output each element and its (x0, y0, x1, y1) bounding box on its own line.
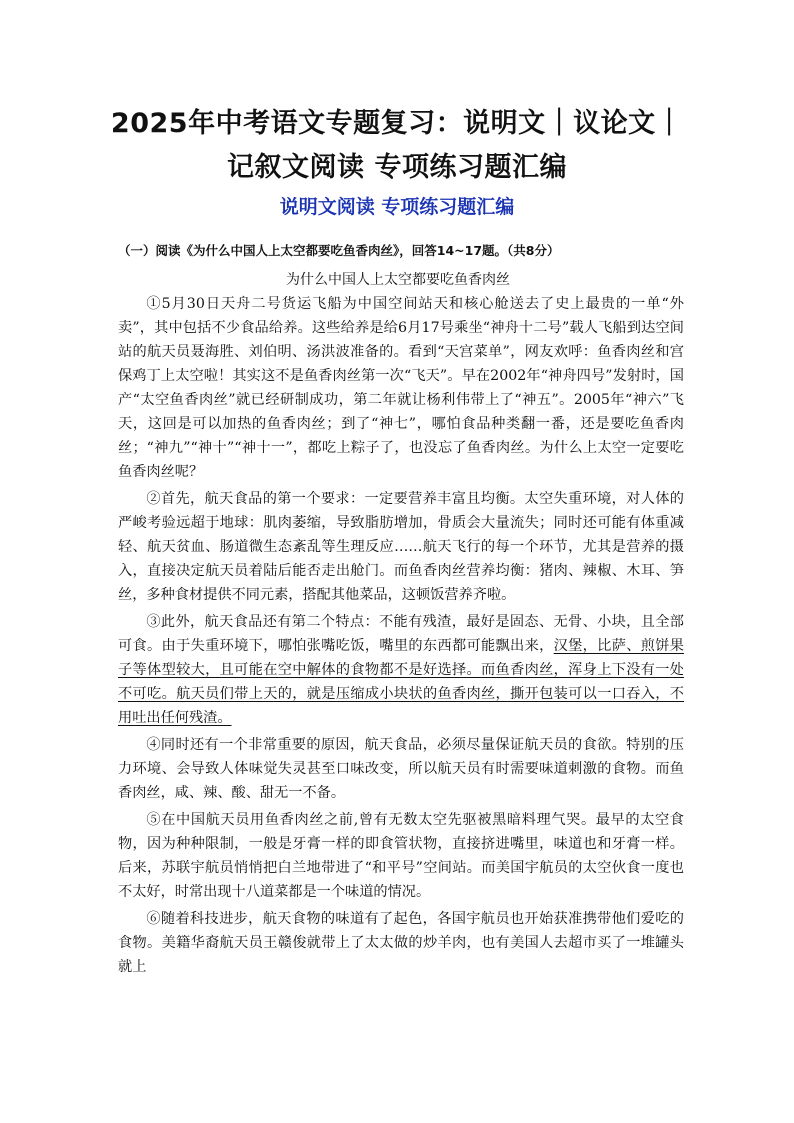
document-title-line-2: 记叙文阅读 专项练习题汇编 (227, 152, 567, 183)
article-title: 为什么中国人上太空都要吃鱼香肉丝 (286, 272, 510, 288)
paragraph-2 (118, 487, 684, 607)
paragraph-4 (118, 733, 684, 805)
paragraph-1 (118, 292, 684, 484)
paragraph-2-text: ②首先，航天食品的第一个要求：一定要营养丰富且均衡。太空失重环境，对人体的严峻考验远超于地球：肌肉萎缩，导致脂肪增加，骨质会大量流失；同时还可能有体重减轻、航天贫血、肠道微生态紊乱等生理反应……航天飞行的每一个环节，尤其是营养的摄入，直接决定航天员着陆后能否走出舱门。而鱼香肉丝营养均衡：猪肉、辣椒、木耳、笋丝，多种食材提供不同元素，搭配其他菜品，这顿饭营养齐啦。 (118, 491, 684, 603)
paragraph-5-text: ⑤在中国航天员用鱼香肉丝之前,曾有无数太空先驱被黑暗料理气哭。最早的太空食物，因为种种限制，一般是牙膏一样的即食管状物，直接挤进嘴里，味道也和牙膏一样。后来，苏联宇航员悄悄把白兰地带进了“和平号”空间站。而美国宇航员的太空伙食一度也不太好，时常出现十八道菜都是一个味道的情况。 (118, 812, 684, 900)
paragraph-3-text: ③此外，航天食品还有第二个特点：不能有残渣，最好是固态、无骨、小块，且全部可食。由于失重环境下，哪怕张嘴吃饭，嘴里的东西都可能飘出来， (118, 614, 684, 654)
section-subtitle: 说明文阅读 专项练习题汇编 (279, 196, 515, 218)
article-body (118, 292, 684, 982)
paragraph-3 (118, 610, 684, 730)
paragraph-1-text: ①5月30日天舟二号货运飞船为中国空间站天和核心舱送去了史上最贵的一单“外卖”，其中包括不少食品给养。这些给养是给6月17号乘坐“神舟十二号”载人飞船到达空间站的航天员聂海胜、刘伯明、汤洪波准备的。看到“天宫菜单”，网友欢呼：鱼香肉丝和宫保鸡丁上太空啦！其实这不是鱼香肉丝第一次“飞天”。早在2002年“神舟四号”发射时，国产“太空鱼香肉丝”就已经研制成功，第二年就让杨利伟带上了“神五”。2005年“神六”飞天，这回是可以加热的鱼香肉丝；到了“神七”，哪怕食品种类翻一番，还是要吃鱼香肉丝；“神九”“神十”“神十一”，都吃上粽子了，也没忘了鱼香肉丝。为什么上太空一定要吃鱼香肉丝呢？ (118, 296, 684, 480)
paragraph-5 (118, 808, 684, 904)
document-title-line-1: 2025年中考语文专题复习：说明文｜议论文｜ (110, 108, 684, 139)
question-prompt: （一）阅读《为什么中国人上太空都要吃鱼香肉丝》，回答14~17题。（共8分） (118, 243, 560, 258)
paragraph-3-underlined-text: 汉堡，比萨、煎饼果子等体型较大，且可能在空中解体的食物都不是好选择。而鱼香肉丝，浑身上下没有一处不可吃。航天员们带上天的，就是压缩成小块状的鱼香肉丝，撕开包装可以一口吞入，不用吐出任何残渣。 (118, 638, 684, 726)
paragraph-6-text: ⑥随着科技进步，航天食物的味道有了起色，各国宇航员也开始获准携带他们爱吃的食物。美籍华裔航天员王赣俊就带上了太太做的炒羊肉，也有美国人去超市买了一堆罐头就上 (118, 911, 684, 975)
paragraph-4-text: ④同时还有一个非常重要的原因，航天食品，必须尽量保证航天员的食欲。特别的压力环境、会导致人体味觉失灵甚至口味改变，所以航天员有时需要味道刺激的食物。而鱼香肉丝，咸、辣、酸、甜无一不备。 (118, 737, 684, 801)
paragraph-6 (118, 907, 684, 979)
